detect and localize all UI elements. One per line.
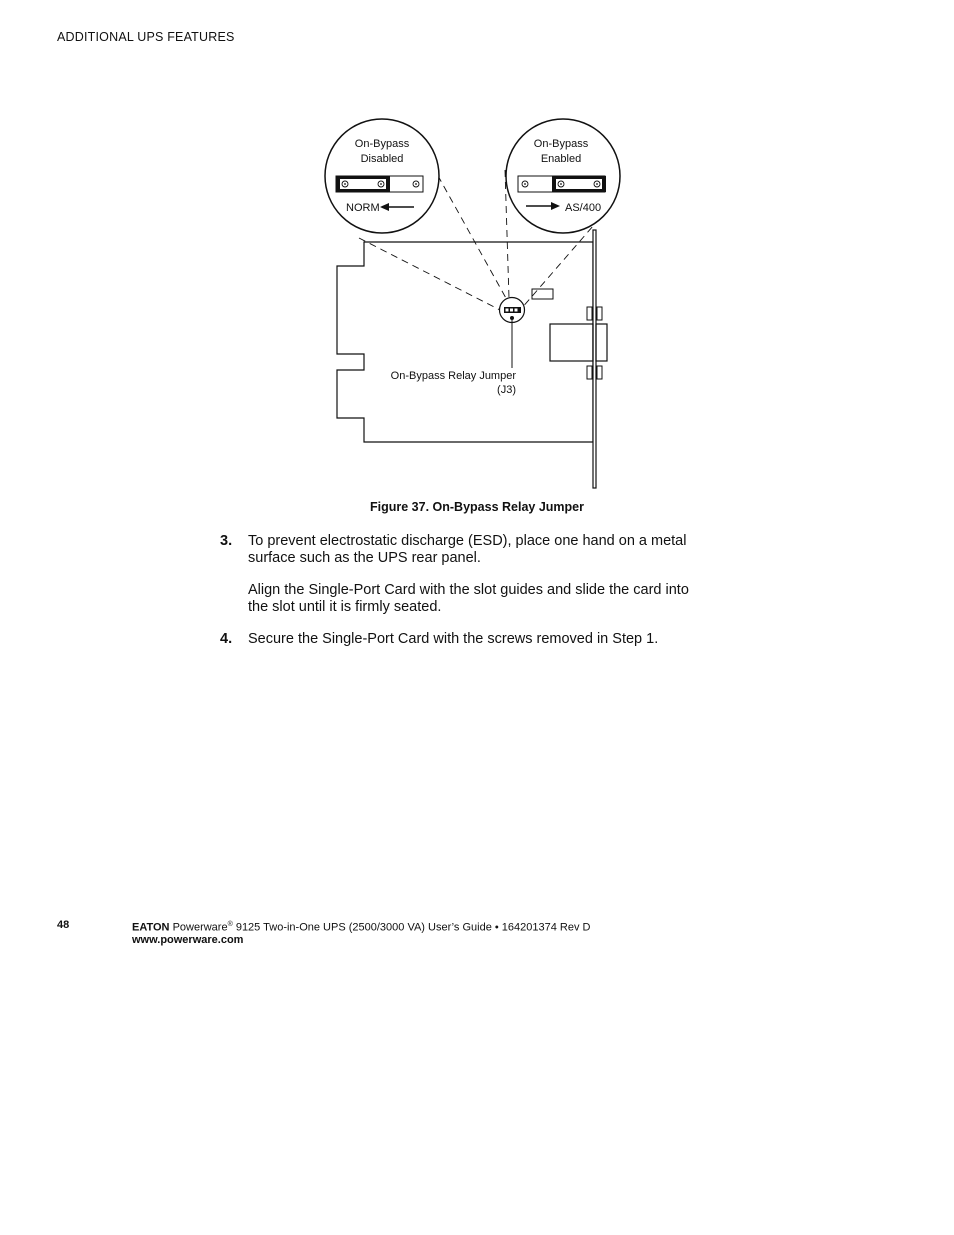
footer (132, 919, 590, 946)
right-callout-line1: On-Bypass (533, 138, 589, 150)
footer-brand: EATON (132, 921, 170, 934)
page-number: 48 (57, 919, 70, 931)
footer-product: Powerware (172, 921, 228, 934)
figure-caption: Figure 37. On-Bypass Relay Jumper (370, 500, 584, 514)
right-callout-line2: Enabled (540, 153, 582, 165)
card-component (532, 289, 553, 299)
step-3-number: 3. (220, 533, 233, 549)
norm-label: NORM (346, 202, 380, 214)
step-4-number: 4. (220, 631, 233, 647)
step-3-text: To prevent electrostatic discharge (ESD), place one hand on a metal surface such as the UPS rear panel. (248, 533, 687, 566)
section-header: ADDITIONAL UPS FEATURES (57, 30, 235, 44)
left-callout-line1: On-Bypass (354, 138, 410, 150)
jumper-label-line2: (J3) (497, 384, 516, 396)
serial-connector (550, 324, 593, 361)
step-3-continuation: Align the Single-Port Card with the slot guides and slide the card into the slot until it is firmly seated. (248, 582, 689, 615)
on-bypass-relay-jumper-diagram (0, 0, 954, 495)
step-4-text: Secure the Single-Port Card with the screws removed in Step 1. (248, 631, 659, 647)
as400-label: AS/400 (565, 202, 602, 214)
circuit-card-outline (337, 242, 593, 442)
footer-registered-mark: ® (227, 921, 233, 928)
footer-url: www.powerware.com (132, 933, 244, 946)
footer-title: 9125 Two-in-One UPS (2500/3000 VA) User’s Guide • 164201374 Rev D (232, 921, 591, 934)
jumper-label-line1: On-Bypass Relay Jumper (390, 370, 516, 382)
left-callout-line2: Disabled (360, 153, 404, 165)
